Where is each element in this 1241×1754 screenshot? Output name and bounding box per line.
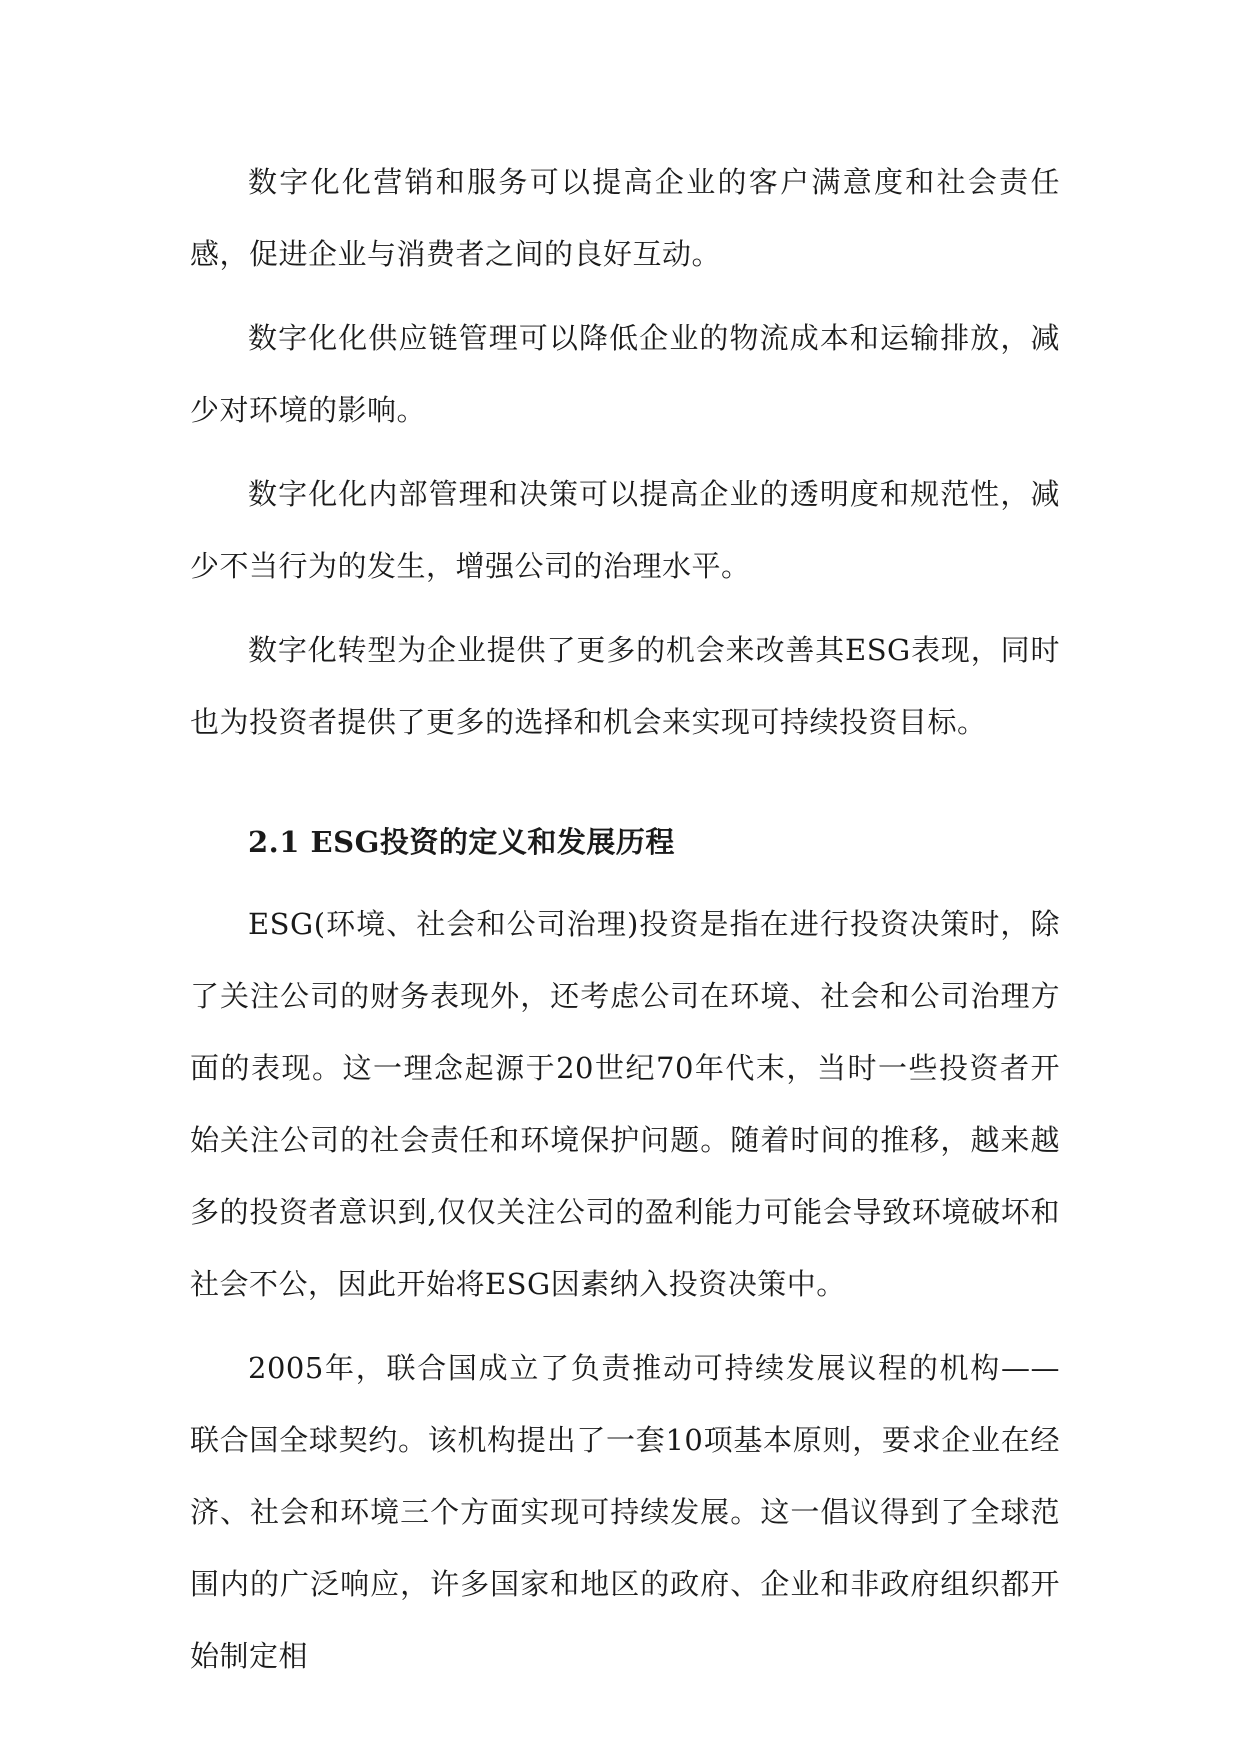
paragraph-esg-definition: ESG(环境、社会和公司治理)投资是指在进行投资决策时，除了关注公司的财务表现外，还考虑公司在环境、社会和公司治理方面的表现。这一理念起源于20世纪70年代末，当时一些投资者开始关注公司的社会责任和环境保护问题。随着时间的推移，越来越多的投资者意识到,仅仅关注公司的盈利能力可能会导致环境破坏和社会不公，因此开始将ESG因素纳入投资决策中。 <box>190 907 1060 1301</box>
section-heading: 2.1 ESG投资的定义和发展历程 <box>248 825 675 859</box>
paragraph-un-global-compact: 2005年，联合国成立了负责推动可持续发展议程的机构——联合国全球契约。该机构提出了一套10项基本原则，要求企业在经济、社会和环境三个方面实现可持续发展。这一倡议得到了全球范围内的广泛响应，许多国家和地区的政府、企业和非政府组织都开始制定相 <box>190 1351 1060 1673</box>
paragraph-internal-management: 数字化化内部管理和决策可以提高企业的透明度和规范性，减少不当行为的发生，增强公司的治理水平。 <box>190 477 1060 583</box>
paragraph-supply-chain: 数字化化供应链管理可以降低企业的物流成本和运输排放，减少对环境的影响。 <box>190 321 1060 427</box>
paragraph-digital-marketing: 数字化化营销和服务可以提高企业的客户满意度和社会责任感，促进企业与消费者之间的良好互动。 <box>190 165 1060 271</box>
paragraph-digital-transformation: 数字化转型为企业提供了更多的机会来改善其ESG表现，同时也为投资者提供了更多的选择和机会来实现可持续投资目标。 <box>190 633 1060 739</box>
document-page <box>190 146 1060 1692</box>
